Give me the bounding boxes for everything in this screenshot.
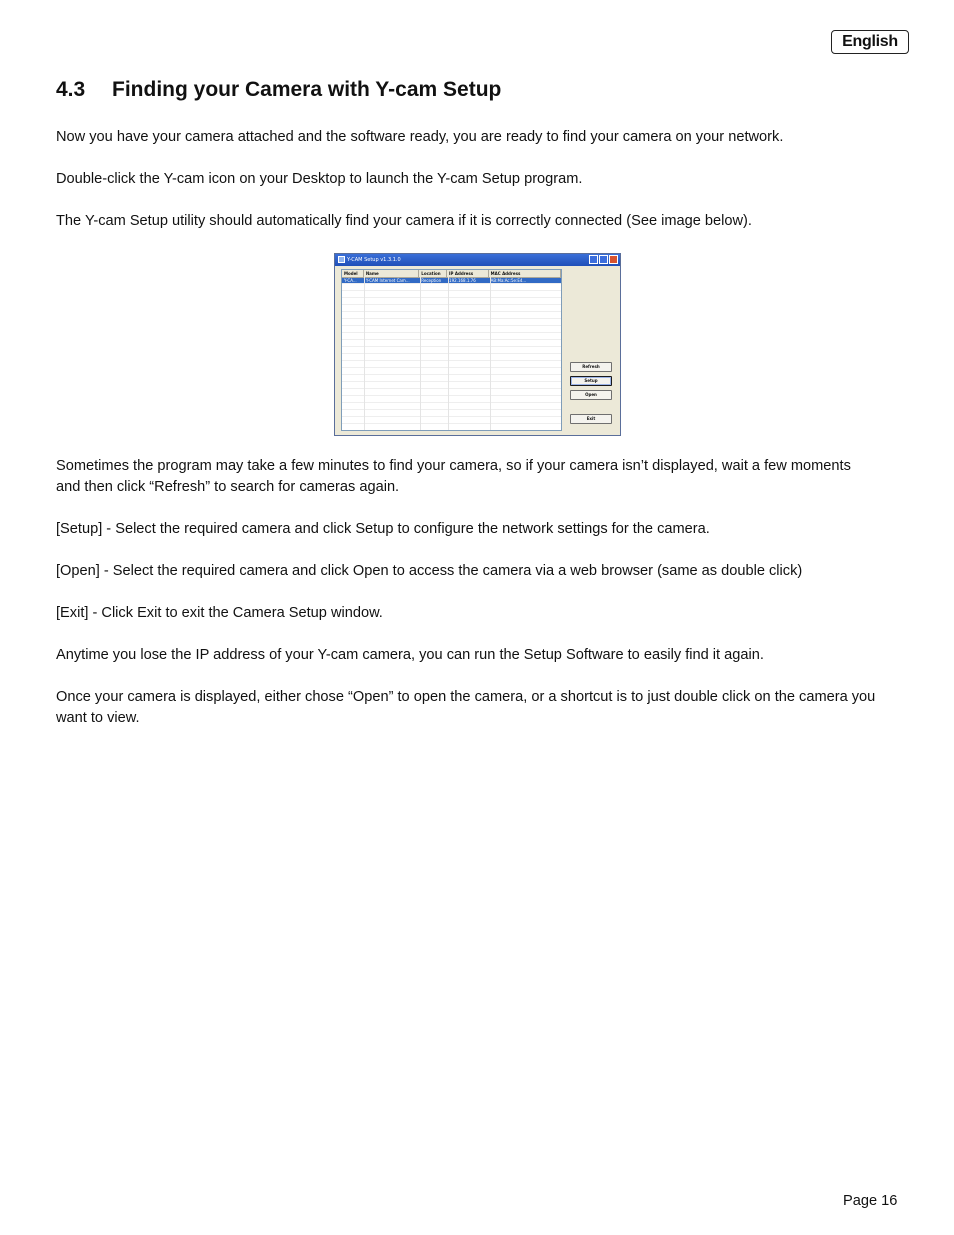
page-number: Page 16 xyxy=(843,1193,898,1209)
setup-button: Setup xyxy=(570,376,612,386)
window-controls xyxy=(589,255,618,264)
cell-location: Reception xyxy=(421,278,442,283)
list-gridlines xyxy=(342,283,561,430)
column-ip-address: IP Address xyxy=(447,270,489,277)
paragraph-exit: [Exit] - Click Exit to exit the Camera Setup window. xyxy=(56,605,383,621)
open-button: Open xyxy=(570,390,612,400)
column-location: Location xyxy=(419,270,447,277)
camera-list xyxy=(341,269,562,431)
paragraph-open: [Open] - Select the required camera and click Open to access the camera via a web browser (same as double click) xyxy=(56,563,803,579)
paragraph-lost-ip: Anytime you lose the IP address of your Y-cam camera, you can run the Setup Software to easily find it again. xyxy=(56,647,764,663)
section-heading xyxy=(56,78,501,102)
close-icon xyxy=(609,255,618,264)
cell-ip-address: 192.168.1.76 xyxy=(449,278,476,283)
list-divider xyxy=(420,277,421,430)
cell-name: Y-CAM Internet Cam... xyxy=(365,278,410,283)
refresh-button: Refresh xyxy=(570,362,612,372)
list-divider xyxy=(448,277,449,430)
paragraph-refresh-note: Sometimes the program may take a few minutes to find your camera, so if your camera isn’t displayed, wait a few moments and then click “Refresh” to search for cameras again. xyxy=(56,458,851,495)
minimize-icon xyxy=(589,255,598,264)
section-number: 4.3 xyxy=(56,78,86,101)
maximize-icon xyxy=(599,255,608,264)
paragraph-intro: Now you have your camera attached and the software ready, you are ready to find your camera on your network. xyxy=(56,129,784,145)
dialog-titlebar xyxy=(335,254,620,266)
cell-model: Y-CA... xyxy=(344,278,357,283)
paragraph-shortcut: Once your camera is displayed, either chose “Open” to open the camera, or a shortcut is to just double click on the camera you want to view. xyxy=(56,689,876,726)
camera-list-header xyxy=(342,270,561,278)
column-name: Name xyxy=(364,270,419,277)
list-divider xyxy=(364,277,365,430)
column-mac-address: MAC Address xyxy=(489,270,561,277)
language-badge: English xyxy=(831,30,909,54)
list-divider xyxy=(490,277,491,430)
dialog-title: Y-CAM Setup v1.3.1.0 xyxy=(347,257,401,263)
cell-mac-address: AB:Ma:Ac:5e:E4... xyxy=(490,278,527,283)
ycam-setup-screenshot xyxy=(334,253,621,436)
paragraph-setup: [Setup] - Select the required camera and click Setup to configure the network settings for the camera. xyxy=(56,521,710,537)
app-icon xyxy=(338,256,345,263)
exit-button: Exit xyxy=(570,414,612,424)
paragraph-launch: Double-click the Y-cam icon on your Desktop to launch the Y-cam Setup program. xyxy=(56,171,583,187)
paragraph-auto-find: The Y-cam Setup utility should automatically find your camera if it is correctly connected (See image below). xyxy=(56,213,752,229)
column-model: Model xyxy=(342,270,364,277)
section-title: Finding your Camera with Y-cam Setup xyxy=(112,78,502,101)
